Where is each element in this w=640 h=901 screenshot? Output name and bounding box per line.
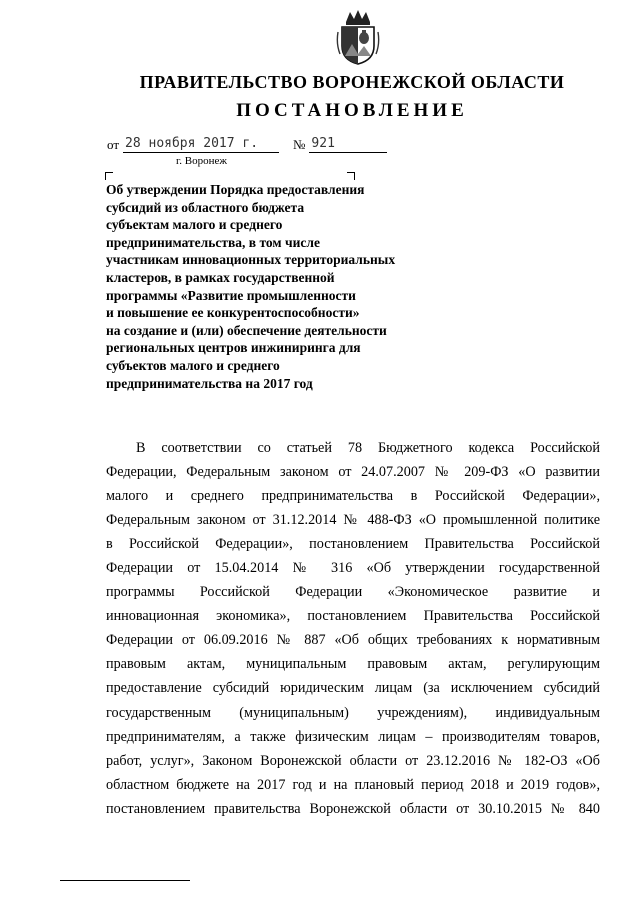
body-paragraph — [106, 436, 600, 821]
body-line: предпринимателям, а также физическим лицам – производителям товаров, — [106, 728, 600, 745]
document-number: 921 — [309, 137, 387, 153]
document-subject — [106, 181, 446, 392]
body-line: программы Российской Федерации «Экономическое развитие и — [106, 584, 600, 601]
body-line: работ, услуг», Законом Воронежской области от 23.12.2016 № 182-ОЗ «Об — [106, 752, 600, 769]
from-label: от — [107, 137, 120, 152]
subject-line: субъектам малого и среднего — [106, 217, 283, 233]
body-line: малого и среднего предпринимательства в Российской Федерации», — [106, 488, 600, 505]
subject-bracket-right — [347, 172, 355, 180]
body-line: Федерации от 15.04.2014 № 316 «Об утверждении государственной — [106, 560, 600, 577]
body-line: в Российской Федерации», постановлением Правительства Российской — [106, 536, 600, 553]
body-line: Федерации, Федеральным законом от 24.07.2007 № 209-ФЗ «О развитии — [106, 464, 600, 481]
date-number-line — [107, 137, 387, 153]
body-line: постановлением правительства Воронежской области от 30.10.2015 № 840 — [106, 800, 600, 817]
subject-line: предпринимательства на 2017 год — [106, 375, 313, 391]
subject-line: региональных центров инжиниринга для — [106, 340, 361, 356]
body-line: Федеральным законом от 31.12.2014 № 488-ФЗ «О промышленной политике — [106, 512, 600, 529]
subject-line: предпринимательства, в том числе — [106, 234, 320, 250]
document-type: ПОСТАНОВЛЕНИЕ — [236, 100, 468, 121]
body-line: В соответствии со статьей 78 Бюджетного кодекса Российской — [136, 440, 600, 456]
body-line: правовым актам, муниципальным правовым актам, регулирующим — [106, 656, 600, 673]
subject-line: кластеров, в рамках государственной — [106, 269, 335, 285]
subject-line: на создание и (или) обеспечение деятельности — [106, 322, 387, 338]
number-label: № — [293, 137, 306, 152]
subject-line: Об утверждении Порядка предоставления — [106, 182, 365, 197]
subject-line: субсидий из областного бюджета — [106, 199, 305, 215]
coat-of-arms-icon — [336, 8, 380, 66]
subject-line: субъектов малого и среднего — [106, 357, 280, 373]
body-line: государственным (муниципальным) учреждениям), индивидуальным — [106, 704, 600, 721]
subject-line: программы «Развитие промышленности — [106, 287, 356, 303]
body-line: Федерации от 06.09.2016 № 887 «Об общих требованиях к нормативным — [106, 632, 600, 649]
document-date: 28 ноября 2017 г. — [123, 137, 279, 153]
body-line: инновационная экономика», постановлением Правительства Российской — [106, 608, 600, 625]
subject-line: и повышение ее конкурентоспособности» — [106, 305, 360, 321]
subject-bracket-left — [105, 172, 113, 180]
government-title: ПРАВИТЕЛЬСТВО ВОРОНЕЖСКОЙ ОБЛАСТИ — [139, 72, 565, 92]
body-line: предоставление субсидий юридическим лицам (за исключением субсидий — [106, 680, 600, 697]
city-label: г. Воронеж — [176, 155, 227, 167]
subject-line: участникам инновационных территориальных — [106, 252, 396, 268]
body-line: областном бюджете на 2017 год и на плановый период 2018 и 2019 годов», — [106, 776, 600, 793]
footnote-divider — [60, 880, 190, 881]
